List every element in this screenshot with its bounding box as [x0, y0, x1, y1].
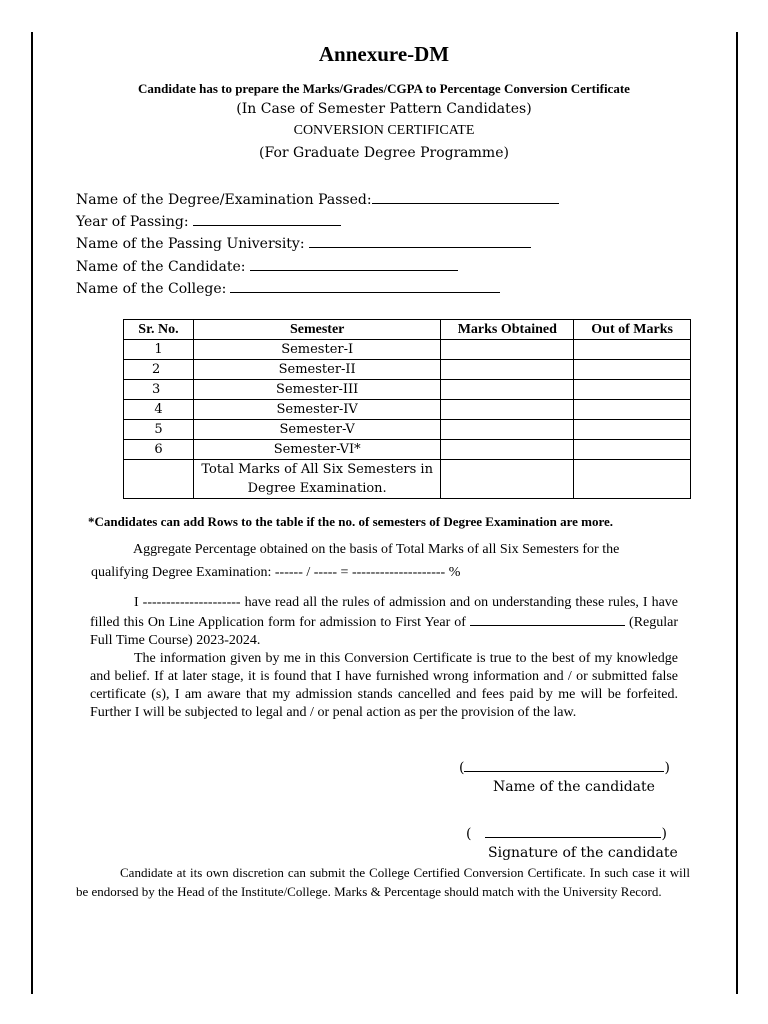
aggregate-line-1: Aggregate Percentage obtained on the basis of Total Marks of all Six Semesters for the [133, 542, 620, 557]
total-label-cell [193, 460, 441, 499]
semester-cell: Semester-IV [193, 400, 441, 420]
certificate-heading: CONVERSION CERTIFICATE [293, 123, 475, 138]
marks-obtained-cell[interactable] [441, 340, 574, 360]
aggregate-line-2: qualifying Degree Examination: ------ / ----- = -------------------- % [91, 565, 461, 580]
sr-cell: 1 [124, 340, 194, 360]
degree-field [76, 189, 559, 208]
name-close-paren: ) [664, 760, 670, 776]
total-out-of-marks-cell[interactable] [574, 460, 691, 499]
university-blank[interactable] [309, 233, 531, 248]
total-sr-cell [124, 460, 194, 499]
footer-text: Candidate at its own discretion can submit the College Certified Conversion Certificate. In such case it will be endorsed by the Head of the Institute/College. Marks & Percentage should match with the University Record. [76, 865, 690, 899]
header-semester: Semester [193, 320, 441, 340]
total-row [124, 460, 691, 499]
sr-cell: 5 [124, 420, 194, 440]
out-of-marks-cell[interactable] [574, 420, 691, 440]
sr-cell: 2 [124, 360, 194, 380]
semester-cell: Semester-V [193, 420, 441, 440]
year-label: Year of Passing: [76, 214, 189, 230]
university-field [76, 233, 531, 252]
table-row [124, 420, 691, 440]
header-line-2: (In Case of Semester Pattern Candidates) [236, 101, 532, 117]
table-row [124, 360, 691, 380]
sig-open-paren: ( [466, 826, 472, 842]
first-year-blank[interactable] [470, 612, 625, 626]
footer-note [76, 863, 690, 901]
sr-cell: 3 [124, 380, 194, 400]
table-row [124, 380, 691, 400]
out-of-marks-cell[interactable] [574, 360, 691, 380]
page-title: Annexure-DM [318, 42, 450, 66]
college-blank[interactable] [230, 278, 500, 293]
rows-note: *Candidates can add Rows to the table if the no. of semesters of Degree Examination are more. [88, 514, 614, 529]
name-of-candidate-label: Name of the candidate [493, 779, 655, 795]
name-signature-line [459, 757, 670, 776]
total-label-line-2: Degree Examination. [247, 481, 387, 496]
left-border-line [31, 32, 33, 994]
semester-cell: Semester-II [193, 360, 441, 380]
semester-cell: Semester-III [193, 380, 441, 400]
marks-obtained-cell[interactable] [441, 400, 574, 420]
degree-blank[interactable] [372, 189, 559, 204]
degree-label: Name of the Degree/Examination Passed: [76, 192, 372, 208]
declaration [90, 594, 678, 722]
header-out-of-marks: Out of Marks [574, 320, 691, 340]
candidate-field [76, 256, 458, 275]
header-line-4: (For Graduate Degree Programme) [259, 145, 509, 161]
out-of-marks-cell[interactable] [574, 440, 691, 460]
marks-obtained-cell[interactable] [441, 380, 574, 400]
marks-obtained-cell[interactable] [441, 360, 574, 380]
signature-blank[interactable] [485, 823, 661, 838]
declaration-part-1: I --------------------- have read all the rules of admission and on understanding these rules, I have filled this On Line Application form for admission to First Year of [90, 595, 678, 630]
sr-cell: 6 [124, 440, 194, 460]
candidate-blank[interactable] [250, 256, 458, 271]
college-field [76, 278, 500, 297]
total-marks-obtained-cell[interactable] [441, 460, 574, 499]
year-field [76, 211, 341, 230]
semester-cell: Semester-I [193, 340, 441, 360]
table-row [124, 440, 691, 460]
declaration-para-2: The information given by me in this Conversion Certificate is true to the best of my knowledge and belief. If at later stage, it is found that I have furnished wrong information and / or submitted false certificate (s), I am aware that my admission stands cancelled and fees paid by me will be forfeited. Further I will be subjected to legal and / or penal action as per the provision of the law. [90, 651, 678, 720]
signature-line [466, 823, 667, 842]
university-label: Name of the Passing University: [76, 236, 305, 252]
sr-cell: 4 [124, 400, 194, 420]
college-label: Name of the College: [76, 281, 227, 297]
name-blank[interactable] [464, 757, 664, 772]
declaration-part-2: (Regular Full Time Course) 2023-2024. [90, 615, 679, 648]
table-row [124, 340, 691, 360]
sig-close-paren: ) [661, 826, 667, 842]
marks-obtained-cell[interactable] [441, 440, 574, 460]
header-marks-obtained: Marks Obtained [441, 320, 574, 340]
right-border-line [736, 32, 738, 994]
out-of-marks-cell[interactable] [574, 400, 691, 420]
candidate-label: Name of the Candidate: [76, 259, 246, 275]
signature-of-candidate-label: Signature of the candidate [488, 845, 678, 861]
marks-obtained-cell[interactable] [441, 420, 574, 440]
out-of-marks-cell[interactable] [574, 340, 691, 360]
header-sr-no: Sr. No. [124, 320, 194, 340]
year-blank[interactable] [193, 211, 341, 226]
marks-table [123, 319, 691, 499]
semester-cell: Semester-VI* [193, 440, 441, 460]
total-label-line-1: Total Marks of All Six Semesters in [201, 462, 433, 477]
header-line-1: Candidate has to prepare the Marks/Grades/CGPA to Percentage Conversion Certificate [138, 81, 630, 96]
table-header-row [124, 320, 691, 340]
table-row [124, 400, 691, 420]
name-open-paren: ( [459, 760, 465, 776]
out-of-marks-cell[interactable] [574, 380, 691, 400]
